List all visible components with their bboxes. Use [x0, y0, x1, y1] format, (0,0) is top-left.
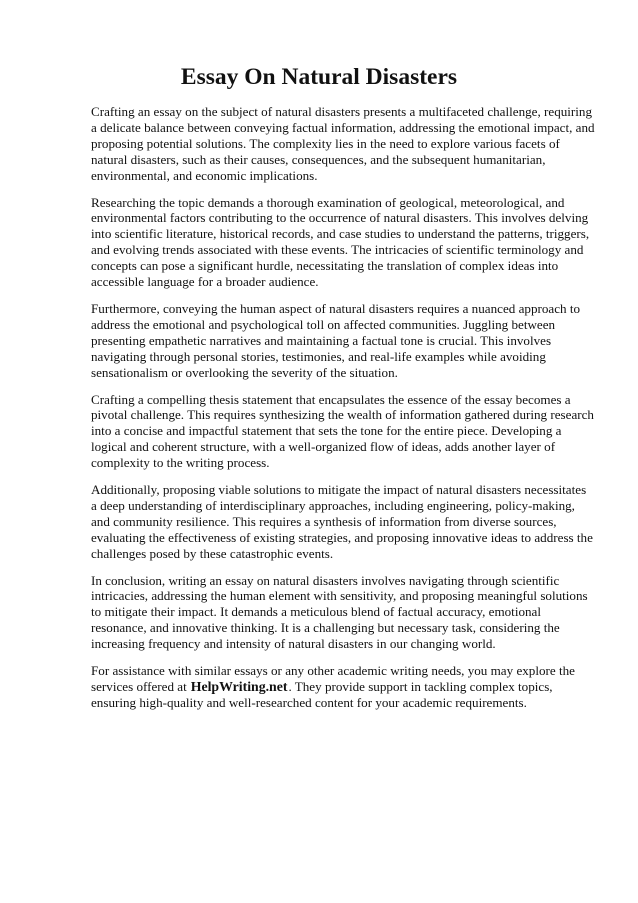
helpwriting-link[interactable]: HelpWriting.net	[190, 679, 288, 694]
paragraph-solutions: Additionally, proposing viable solutions to mitigate the impact of natural disasters necessitates a deep understanding of interdisciplinary approaches, including engineering, policy-making, and community resilience. This requires a synthesis of information from diverse sources, evaluating the effectiveness of existing strategies, and proposing innovative ideas to address the challenges posed by these catastrophic events.	[91, 482, 593, 561]
paragraph-human-aspect: Furthermore, conveying the human aspect of natural disasters requires a nuanced approach to address the emotional and psychological toll on affected communities. Juggling between presenting empathetic narratives and maintaining a factual tone is crucial. This involves navigating through personal stories, testimonies, and real-life examples while avoiding sensationalism or overlooking the severity of the situation.	[91, 300, 581, 380]
paragraph-research: Researching the topic demands a thorough examination of geological, meteorological, and environmental factors contributing to the occurrence of natural disasters. This involves delving into scientific literature, historical records, and case studies to understand the patterns, triggers, and evolving trends associated with these events. The intricacies of scientific terminology and concepts can pose a significant hurdle, necessitating the translation of complex ideas into accessible language for a broader audience.	[91, 194, 590, 290]
closing-text-before-link: For assistance with similar essays or any other academic writing needs, you may explore the services offered at	[91, 663, 575, 694]
paragraph-intro: Crafting an essay on the subject of natural disasters presents a multifaceted challenge, requiring a delicate balance between conveying factual information, addressing the emotional impact, and proposing potential solutions. The complexity lies in the need to explore various facets of natural disasters, such as their causes, consequences, and the subsequent humanitarian, environmental, and economic implications.	[91, 104, 595, 183]
page-title: Essay On Natural Disasters	[180, 64, 458, 90]
paragraph-thesis: Crafting a compelling thesis statement that encapsulates the essence of the essay becomes a pivotal challenge. This requires synthesizing the wealth of information gathered during research into a concise and impactful statement that sets the tone for the entire piece. Developing a logical and coherent structure, with a well-organized flow of ideas, adds another layer of complexity to the writing process.	[91, 391, 594, 471]
paragraph-closing	[91, 663, 595, 711]
closing-text-after-link: . They provide support in tackling complex topics, ensuring high-quality and well-researched content for your academic requirements.	[91, 679, 553, 710]
paragraph-conclusion: In conclusion, writing an essay on natural disasters involves navigating through scientific intricacies, addressing the human element with sensitivity, and proposing meaningful solutions to mitigate their impact. It demands a meticulous blend of factual accuracy, emotional resonance, and innovative thinking. It is a challenging but necessary task, considering the increasing frequency and intensity of natural disasters in our changing world.	[91, 572, 588, 652]
